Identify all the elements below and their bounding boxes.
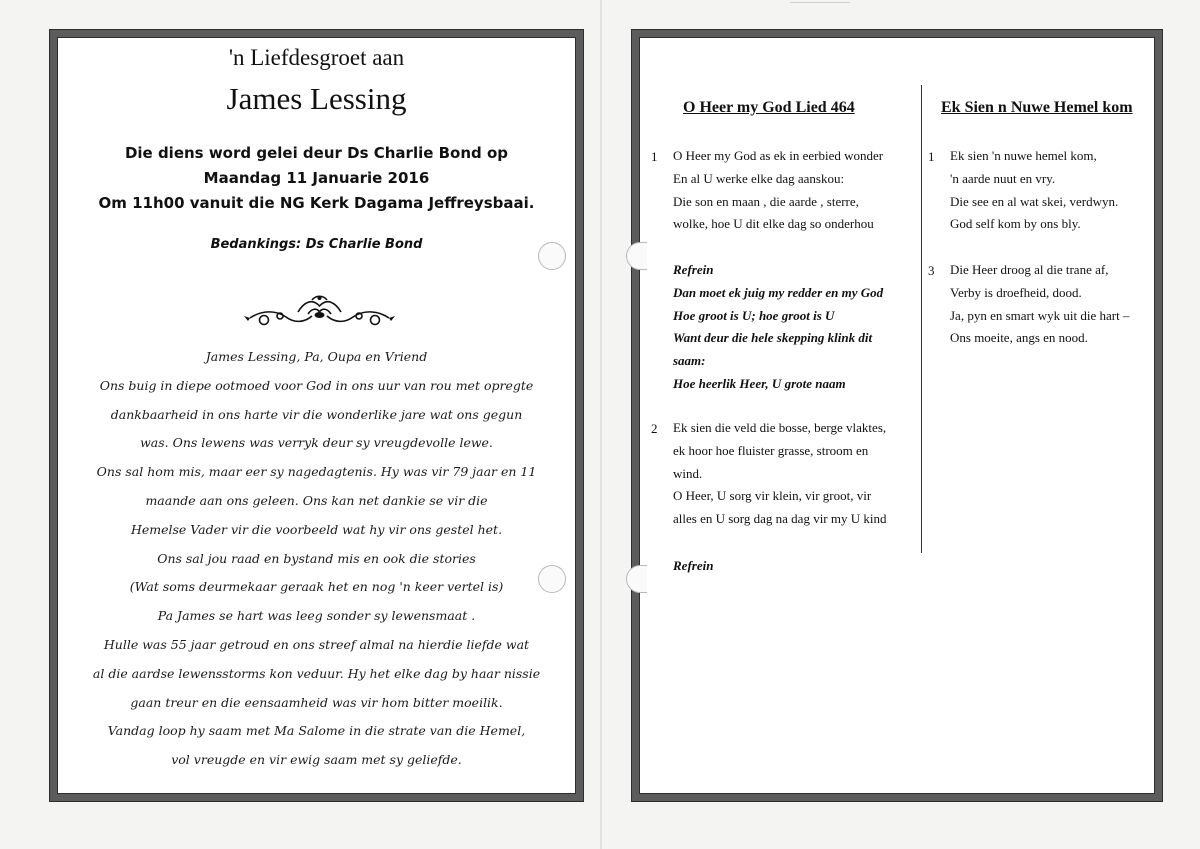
tribute-line: Hulle was 55 jaar getroud en ons streef almal na hierdie liefde wat xyxy=(103,636,530,652)
tribute-line: Hemelse Vader vir die voorbeeld wat hy vir ons gestel het. xyxy=(130,521,503,537)
tribute-line: Ons sal hom mis, maar eer sy nagedagtenis. Hy was vir 79 jaar en 11 xyxy=(96,464,537,480)
verse-line: 'n aarde nuut en vry. xyxy=(950,170,1056,186)
verse-line: Die son en maan , die aarde , sterre, xyxy=(673,193,859,209)
tribute-line: dankbaarheid in ons harte vir die wonderlike jare wat ons gegun xyxy=(110,406,523,422)
tribute-line: Pa James se hart was leeg sonder sy lewensmaat . xyxy=(157,608,476,624)
verse-line: O Heer my God as ek in eerbied wonder xyxy=(673,148,884,163)
heading-small: 'n Liefdesgroet aan xyxy=(228,45,405,70)
hymn2-title: Ek Sien n Nuwe Hemel kom xyxy=(941,99,1133,116)
tribute-line: James Lessing, Pa, Oupa en Vriend xyxy=(205,349,428,364)
tribute-line: Ons buig in diepe ootmoed voor God in ons uur van rou met opregte xyxy=(99,377,534,393)
hymn2-verse3-number: 3 xyxy=(928,263,935,278)
hymn1-verse2-number: 2 xyxy=(651,421,658,436)
hymn1-title: O Heer my God Lied 464 xyxy=(683,99,855,116)
heading-name: James Lessing xyxy=(226,81,407,116)
punch-hole xyxy=(626,565,647,593)
tribute-line: vol vreugde en vir ewig saam met sy geliefde. xyxy=(171,752,462,768)
verse-line: Die Heer droog al die trane af, xyxy=(950,262,1109,277)
verse-line: Ek sien 'n nuwe hemel kom, xyxy=(950,148,1097,163)
service-line: Die diens word gelei deur Ds Charlie Bond op xyxy=(124,144,509,162)
service-info xyxy=(57,141,576,216)
verse-line: wind. xyxy=(673,465,703,481)
hymn1-verse1-number: 1 xyxy=(651,149,658,164)
scan-mark xyxy=(790,2,850,3)
verse-line: Ek sien die veld die bosse, berge vlaktes, xyxy=(673,420,887,435)
hymn1-refrain xyxy=(673,259,883,396)
hymn1-verse2 xyxy=(673,417,887,531)
left-page-frame xyxy=(50,30,583,801)
refrain-line: Hoe heerlik Heer, U grote naam xyxy=(673,375,846,391)
verse-line: ek hoor hoe fluister grasse, stroom en xyxy=(673,442,869,458)
tribute-line: gaan treur en die eensaamheid was vir hom bitter moeilik. xyxy=(130,694,503,710)
verse-line: En al U werke elke dag aanskou: xyxy=(673,170,845,186)
verse-line: O Heer, U sorg vir klein, vir groot, vir xyxy=(673,488,872,504)
verse-line: wolke, hoe U dit elke dag so onderhou xyxy=(673,216,874,232)
thanks-line: Bedankings: Ds Charlie Bond xyxy=(210,237,423,252)
punch-hole xyxy=(626,242,647,270)
tribute-line: al die aardse lewensstorms kon veduur. Hy het elke dag by haar nissie xyxy=(92,665,541,681)
verse-line: Ja, pyn en smart wyk uit die hart – xyxy=(950,307,1130,323)
verse-line: Ons moeite, angs en nood. xyxy=(950,330,1088,346)
refrain-line: Dan moet ek juig my redder en my God xyxy=(673,284,884,300)
tribute-line: was. Ons lewens was verryk deur sy vreugdevolle lewe. xyxy=(140,435,493,451)
refrain-line: Want deur die hele skepping klink dit xyxy=(673,330,873,346)
tribute-line: Vandag loop hy saam met Ma Salome in die strate van die Hemel, xyxy=(107,723,526,739)
page-fold xyxy=(600,0,602,849)
hymn2-verse1 xyxy=(950,145,1118,236)
refrain-label: Refrein xyxy=(673,262,714,277)
refrain-line: saam: xyxy=(673,353,706,369)
punch-hole xyxy=(538,565,566,593)
punch-hole xyxy=(538,242,566,270)
tribute-text xyxy=(71,343,562,775)
ornament-divider-icon xyxy=(242,292,397,332)
verse-line: Die see en al wat skei, verdwyn. xyxy=(950,193,1119,209)
verse-line: Verby is droefheid, dood. xyxy=(950,284,1082,300)
refrain-line: Hoe groot is U; hoe groot is U xyxy=(673,307,835,323)
tribute-line: (Wat soms deurmekaar geraak het en nog 'n keer vertel is) xyxy=(129,579,504,595)
tribute-line: Ons sal jou raad en bystand mis en ook die stories xyxy=(157,550,476,566)
hymn1-verse1 xyxy=(673,145,883,236)
verse-line: alles en U sorg dag na dag vir my U kind xyxy=(673,511,887,527)
service-line: Om 11h00 vanuit die NG Kerk Dagama Jeffreysbaai. xyxy=(98,194,535,212)
service-line: Maandag 11 Januarie 2016 xyxy=(203,169,430,187)
hymn2-verse1-number: 1 xyxy=(928,149,935,164)
tribute-line: maande aan ons geleen. Ons kan net dankie se vir die xyxy=(145,492,488,508)
column-divider xyxy=(921,85,922,553)
hymn1-refrain-repeat: Refrein xyxy=(673,558,714,573)
verse-line: God self kom by ons bly. xyxy=(950,216,1081,232)
hymn2-verse3 xyxy=(950,259,1129,350)
right-page-frame xyxy=(632,30,1162,801)
